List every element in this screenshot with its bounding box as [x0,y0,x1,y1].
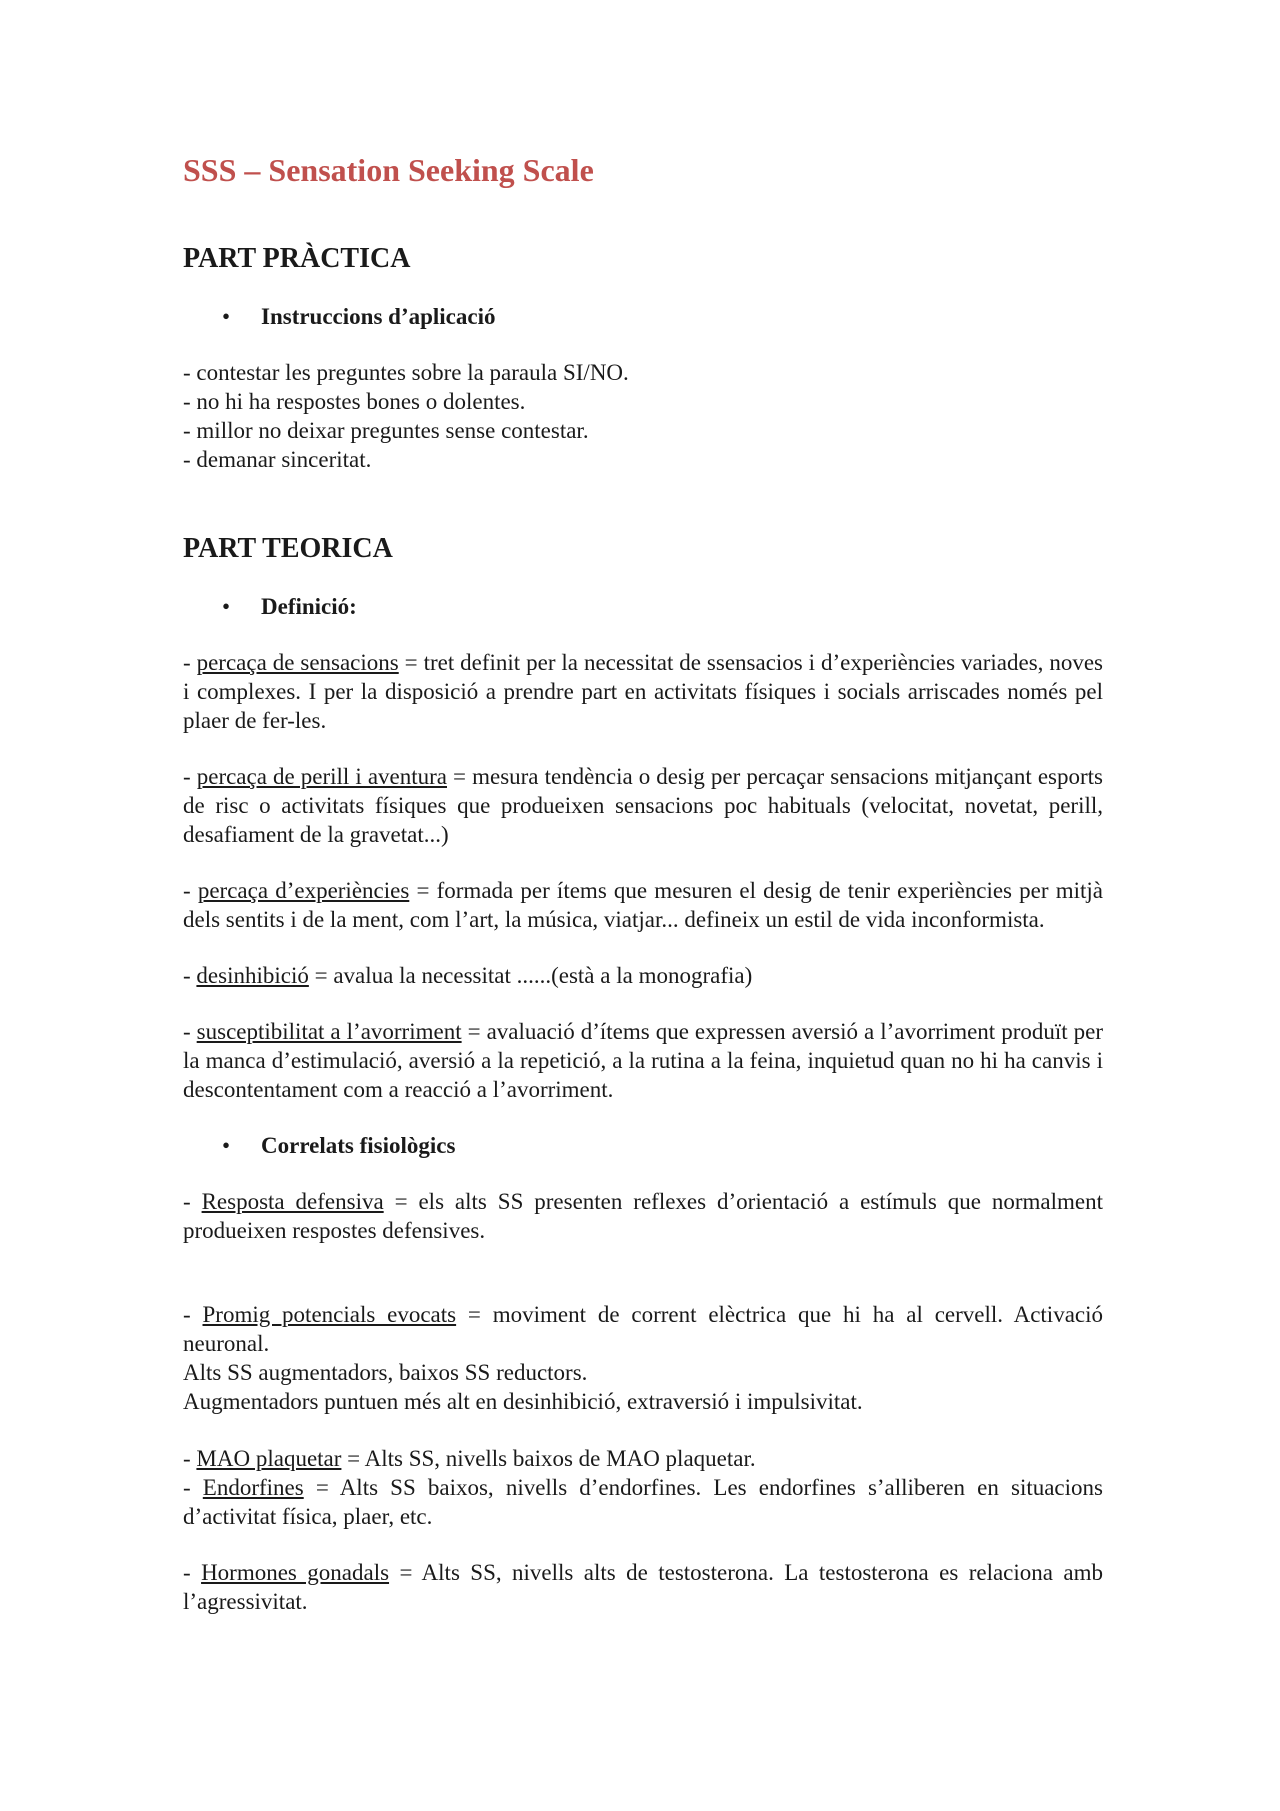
definition-paragraph [183,961,1103,990]
instruction-line: - no hi ha respostes bones o dolentes. [183,389,526,414]
subheading-instruccions [183,302,1103,332]
subheading-text: Instruccions d’aplicació [261,304,496,329]
document-page [183,150,1103,1643]
instruction-line: - millor no deixar preguntes sense contestar. [183,418,589,443]
correlate-line: Augmentadors puntuen més alt en desinhibició, extraversió i impulsivitat. [183,1389,863,1414]
dash: - [183,1302,203,1327]
definition-paragraph [183,762,1103,849]
bullet-icon: • [222,594,231,619]
definition-paragraph [183,1017,1103,1104]
dash: - [183,1475,203,1500]
dash: - [183,1189,202,1214]
definition-paragraph [183,876,1103,934]
correlate-term: Promig potencials evocats [202,1302,457,1327]
correlate-paragraph [183,1558,1103,1616]
definition-paragraph [183,648,1103,735]
section-title-part-teorica: PART TEORICA [183,533,393,564]
definition-text: = avalua la necessitat ......(està a la monografia) [308,963,753,988]
definition-text: = formada per ítems que mesuren el desig de tenir experiències per mitjà dels sentits i de la ment, com l’art, la música, viatjar... defineix un estil de vida inconformista. [183,878,1103,932]
correlate-term: Endorfines [202,1475,304,1500]
correlate-line: Alts SS augmentadors, baixos SS reductors. [183,1360,588,1385]
dash: - [183,878,198,903]
correlate-term: Resposta defensiva [201,1189,384,1214]
dash: - [183,764,197,789]
correlate-text: = Alts SS baixos, nivells d’endorfines. Les endorfines s’alliberen en situacions d’activitat física, plaer, etc. [183,1475,1103,1529]
dash: - [183,963,197,988]
definition-term: susceptibilitat a l’avorriment [196,1019,462,1044]
document-title: SSS – Sensation Seeking Scale [183,152,594,188]
dash: - [183,650,197,675]
dash: - [183,1019,197,1044]
bullet-icon: • [222,1133,231,1158]
correlate-text: = Alts SS, nivells alts de testosterona. La testosterona es relaciona amb l’agressivitat. [183,1560,1103,1614]
correlate-term: MAO plaquetar [196,1446,342,1471]
subheading-text: Definició: [261,594,357,619]
correlate-text: = els alts SS presenten reflexes d’orientació a estímuls que normalment produeixen respostes defensives. [183,1189,1103,1243]
instruction-line: - demanar sinceritat. [183,447,372,472]
definition-text: = mesura tendència o desig per percaçar sensacions mitjançant esports de risc o activitats físiques que produeixen sensacions poc habituals (velocitat, novetat, perill, desafiament de la gravetat...) [183,764,1103,847]
subheading-definicio [183,592,1103,622]
dash: - [183,1446,197,1471]
definition-term: desinhibició [196,963,309,988]
definition-text: = avaluació d’ítems que expressen aversió a l’avorriment produït per la manca d’estimulació, aversió a la repetició, a la rutina a la feina, inquietud quan no hi ha canvis i descontentament com a reacció a l’avorriment. [183,1019,1104,1102]
correlate-term: Hormones gonadals [201,1560,390,1585]
definition-term: percaça d’experiències [197,878,410,903]
subheading-text: Correlats fisiològics [261,1133,456,1158]
correlate-text: = Alts SS, nivells baixos de MAO plaquetar. [341,1446,756,1471]
correlate-paragraph [183,1444,1103,1473]
bullet-icon: • [222,304,231,329]
subheading-correlats [183,1131,1103,1161]
correlate-paragraph [183,1300,1103,1358]
definition-term: percaça de sensacions [196,650,399,675]
definition-term: percaça de perill i aventura [196,764,447,789]
section-title-part-practica: PART PRÀCTICA [183,243,411,274]
instruction-line: - contestar les preguntes sobre la paraula SI/NO. [183,360,629,385]
dash: - [183,1560,202,1585]
correlate-paragraph [183,1187,1103,1245]
definition-text: = tret definit per la necessitat de ssensacios i d’experiències variades, noves i complexes. I per la disposició a prendre part en activitats físiques i socials arriscades només pel plaer de fer-les. [183,650,1103,733]
instructions-list [183,358,1103,474]
correlate-text: = moviment de corrent elèctrica que hi ha al cervell. Activació neuronal. [183,1302,1103,1356]
correlate-paragraph [183,1473,1103,1531]
